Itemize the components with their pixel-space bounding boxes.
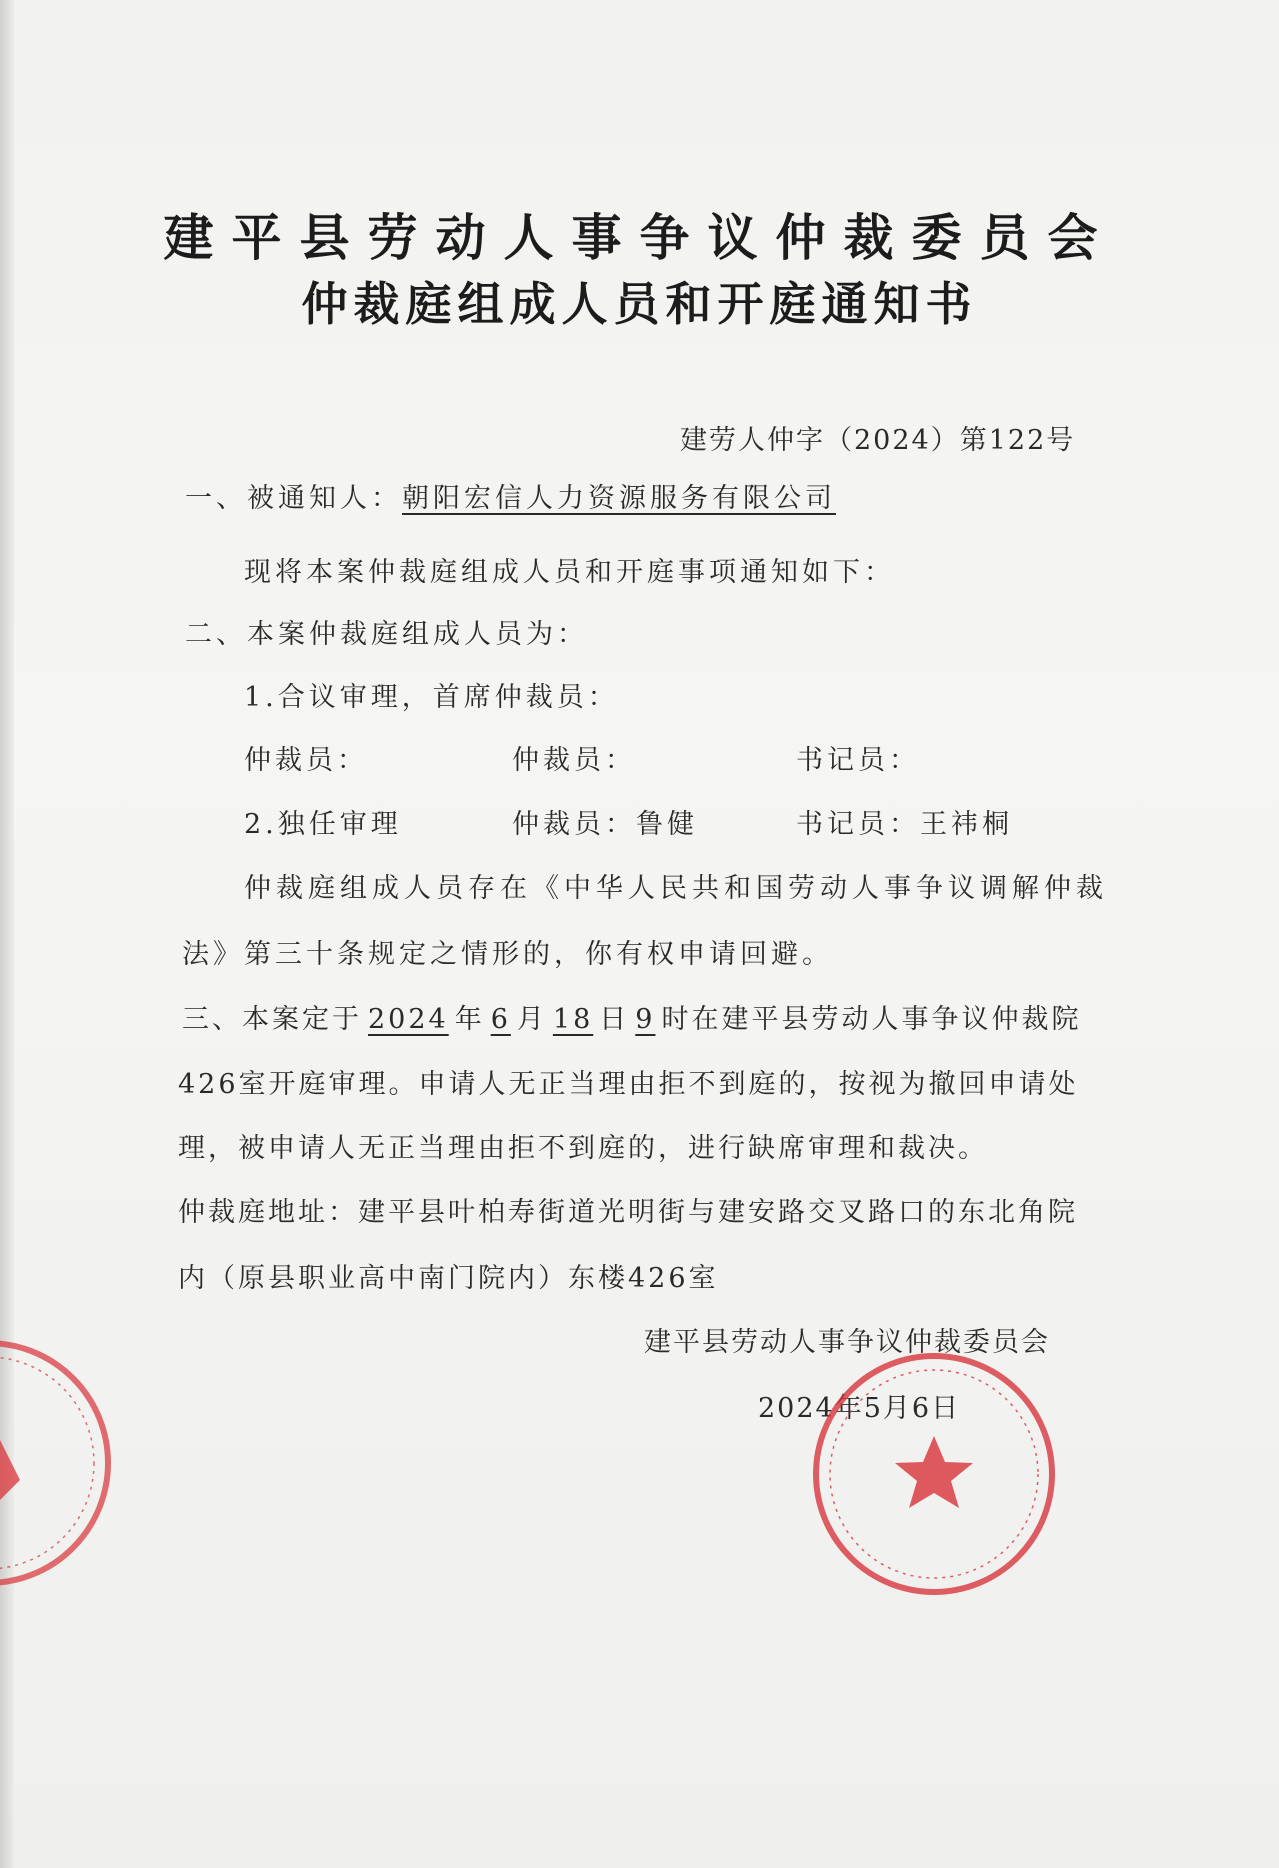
address-line1: 仲裁庭地址：建平县叶柏寿街道光明街与建安路交叉路口的东北角院 — [178, 1197, 1078, 1228]
signature-date: 2024年5月6日 — [758, 1393, 961, 1424]
recusal-line1: 仲裁庭组成人员存在《中华人民共和国劳动人事争议调解仲裁 — [244, 873, 1108, 904]
intro-text: 现将本案仲裁庭组成人员和开庭事项通知如下： — [244, 557, 895, 588]
hearing-hour: 9 — [635, 1004, 656, 1035]
hearing-prefix: 三、本案定于 — [182, 1004, 362, 1035]
sole-label: 2.独任审理 — [244, 809, 402, 840]
hearing-day-unit: 日 — [599, 1004, 630, 1035]
hearing-suffix: 在建平县劳动人事争议仲裁院 — [691, 1004, 1082, 1035]
panel-heading: 二、本案仲裁庭组成人员为： — [185, 619, 588, 650]
sole-clerk: 书记员：王祎桐 — [796, 809, 1013, 840]
collegial-label: 1.合议审理，首席仲裁员： — [244, 682, 619, 713]
recusal-line2: 法》第三十条规定之情形的，你有权申请回避。 — [182, 939, 833, 970]
notified-party: 朝阳宏信人力资源服务有限公司 — [402, 483, 836, 514]
collegial-arbitrator-a: 仲裁员： — [244, 745, 368, 776]
hearing-line2: 426室开庭审理。申请人无正当理由拒不到庭的，按视为撤回申请处 — [178, 1069, 1079, 1100]
partial-seal-left — [0, 1330, 112, 1596]
sole-arbitrator: 仲裁员：鲁健 — [512, 809, 698, 840]
official-seal — [808, 1348, 1060, 1600]
hearing-year: 2024 — [368, 1004, 449, 1035]
hearing-line3: 理，被申请人无正当理由拒不到庭的，进行缺席审理和裁决。 — [178, 1133, 988, 1164]
hearing-hour-unit: 时 — [661, 1004, 692, 1035]
signature-organization: 建平县劳动人事争议仲裁委员会 — [644, 1327, 1050, 1358]
document-title-line2: 仲裁庭组成人员和开庭通知书 — [301, 277, 978, 331]
case-number: 建劳人仲字（2024）第122号 — [680, 425, 1076, 456]
hearing-year-unit: 年 — [454, 1004, 485, 1035]
notified-row — [185, 476, 836, 515]
hearing-month-unit: 月 — [516, 1004, 547, 1035]
hearing-month: 6 — [490, 1004, 511, 1035]
notified-label: 一、被通知人： — [185, 483, 402, 514]
seal-star-icon — [895, 1436, 973, 1508]
document-title-line1: 建平县劳动人事争议仲裁委员会 — [163, 208, 1116, 267]
collegial-clerk: 书记员： — [796, 745, 920, 776]
collegial-arbitrator-b: 仲裁员： — [512, 745, 636, 776]
address-line2: 内（原县职业高中南门院内）东楼426室 — [178, 1263, 719, 1294]
hearing-day: 18 — [552, 1004, 594, 1035]
hearing-line1 — [182, 997, 1081, 1036]
